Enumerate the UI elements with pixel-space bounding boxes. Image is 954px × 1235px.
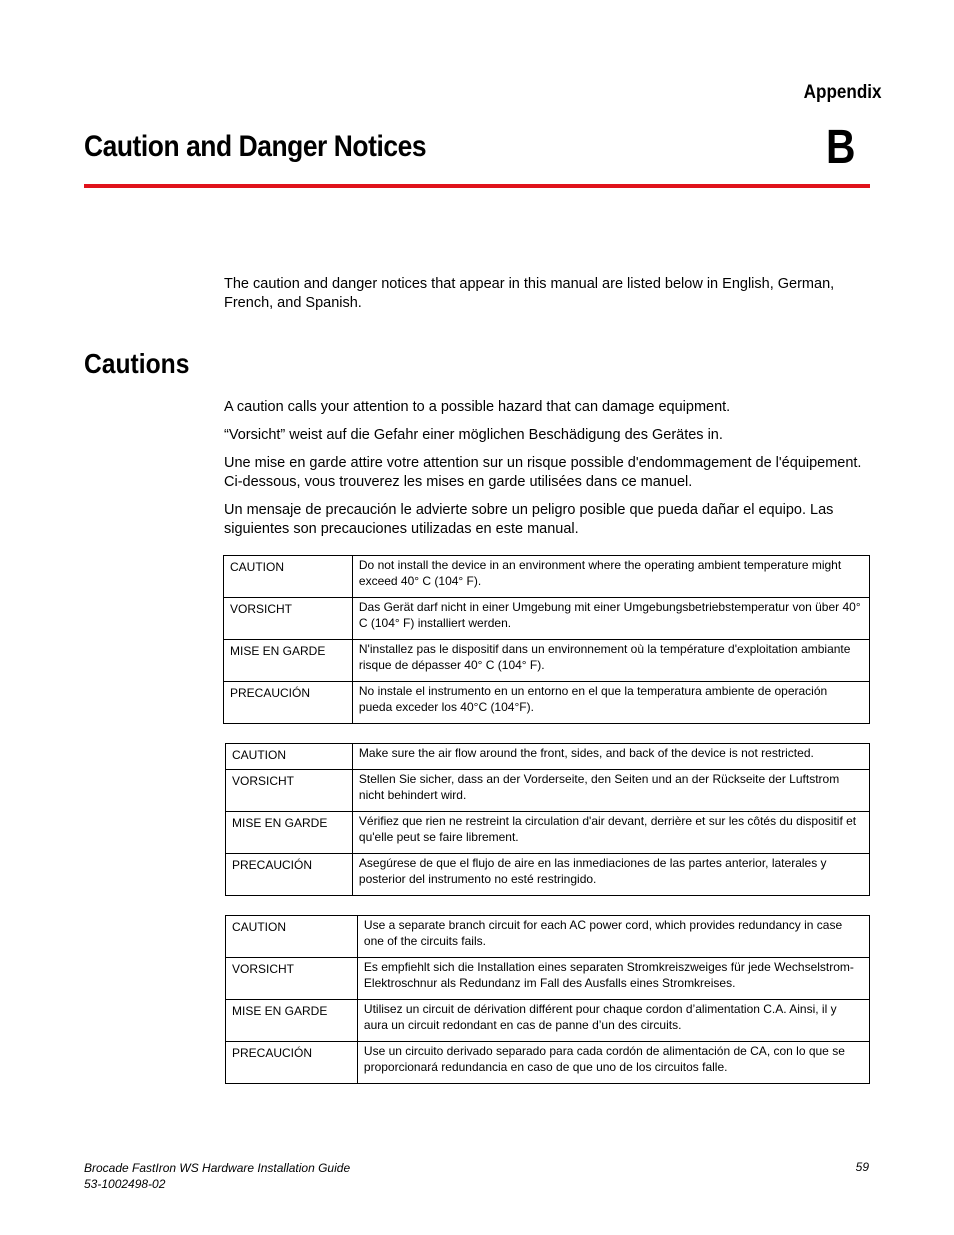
table-row bbox=[226, 770, 870, 812]
footer-doc-title: Brocade FastIron WS Hardware Installation Guide bbox=[84, 1161, 351, 1175]
table-row bbox=[226, 744, 870, 770]
row-text: Do not install the device in an environment where the operating ambient temperature might exceed 40° C (104° F). bbox=[352, 556, 869, 598]
row-text: Stellen Sie sicher, dass an der Vorderseite, den Seiten und an der Rückseite der Luftstrom nicht behindert wird. bbox=[352, 770, 869, 812]
row-text: Use a separate branch circuit for each AC power cord, which provides redundancy in case one of the circuits fails. bbox=[357, 916, 869, 958]
row-label: VORSICHT bbox=[226, 770, 353, 812]
row-label: PRECAUCIÓN bbox=[226, 854, 353, 896]
row-label: MISE EN GARDE bbox=[224, 640, 353, 682]
table-row bbox=[224, 682, 870, 724]
row-label: PRECAUCIÓN bbox=[224, 682, 353, 724]
table-row bbox=[226, 1000, 870, 1042]
row-text: Use un circuito derivado separado para cada cordón de alimentación de CA, con lo que se proporcionará redundancia en caso de que uno de los circuitos falle. bbox=[357, 1042, 869, 1084]
footer-page-number: 59 bbox=[855, 1160, 869, 1174]
caution-definition-german: “Vorsicht” weist auf die Gefahr einer möglichen Beschädigung des Gerätes in. bbox=[224, 427, 723, 443]
row-text: Make sure the air flow around the front, sides, and back of the device is not restricted. bbox=[352, 744, 869, 770]
row-text: Utilisez un circuit de dérivation différent pour chaque cordon d’alimentation C.A. Ainsi, il y aura un circuit redondant en cas de panne d’un des circuits. bbox=[357, 1000, 869, 1042]
row-text: Es empfiehlt sich die Installation eines separaten Stromkreiszweiges für jede Wechselstrom-Elektroschnur als Redundanz im Fall des Ausfalls eines Stromkreises. bbox=[357, 958, 869, 1000]
row-label: VORSICHT bbox=[224, 598, 353, 640]
table-row bbox=[226, 958, 870, 1000]
table-row bbox=[224, 598, 870, 640]
section-title-cautions: Cautions bbox=[84, 348, 190, 379]
appendix-label: Appendix bbox=[804, 82, 882, 103]
row-label: PRECAUCIÓN bbox=[226, 1042, 358, 1084]
caution-table-airflow bbox=[225, 743, 870, 896]
row-text: Vérifiez que rien ne restreint la circulation d'air devant, derrière et sur les côtés du dispositif et qu'elle peut se faire librement. bbox=[352, 812, 869, 854]
title-rule bbox=[84, 184, 870, 188]
table-row bbox=[224, 556, 870, 598]
row-label: CAUTION bbox=[224, 556, 353, 598]
row-label: CAUTION bbox=[226, 744, 353, 770]
caution-table-temperature bbox=[223, 555, 870, 724]
row-text: Asegúrese de que el flujo de aire en las inmediaciones de las partes anterior, laterales y posterior del instrumento no esté restringido. bbox=[352, 854, 869, 896]
table-row bbox=[226, 916, 870, 958]
caution-table-power-circuit bbox=[225, 915, 870, 1084]
row-label: MISE EN GARDE bbox=[226, 1000, 358, 1042]
caution-definition-english: A caution calls your attention to a possible hazard that can damage equipment. bbox=[224, 399, 731, 415]
chapter-title: Caution and Danger Notices bbox=[84, 130, 427, 163]
row-text: Das Gerät darf nicht in einer Umgebung mit einer Umgebungsbetriebstemperatur von über 40° C (104° F) installiert werden. bbox=[352, 598, 869, 640]
row-text: No instale el instrumento en un entorno en el que la temperatura ambiente de operación pueda exceder los 40°C (104°F). bbox=[352, 682, 869, 724]
caution-definition-spanish: Un mensaje de precaución le advierte sobre un peligro posible que pueda dañar el equipo. Las siguientes son precauciones utilizadas en este manual. bbox=[224, 502, 834, 537]
row-label: MISE EN GARDE bbox=[226, 812, 353, 854]
table-row bbox=[226, 812, 870, 854]
table-row bbox=[226, 1042, 870, 1084]
row-label: VORSICHT bbox=[226, 958, 358, 1000]
footer-doc-number: 53-1002498-02 bbox=[84, 1177, 166, 1191]
table-row bbox=[226, 854, 870, 896]
chapter-letter: B bbox=[826, 121, 856, 174]
footer-document-info bbox=[84, 1160, 350, 1192]
intro-paragraph: The caution and danger notices that appear in this manual are listed below in English, German, French, and Spanish. bbox=[224, 276, 835, 311]
row-label: CAUTION bbox=[226, 916, 358, 958]
caution-definition-french: Une mise en garde attire votre attention sur un risque possible d'endommagement de l'équipement. Ci-dessous, vous trouverez les mises en garde utilisées dans ce manuel. bbox=[224, 455, 862, 490]
row-text: N'installez pas le dispositif dans un environnement où la température d'exploitation ambiante risque de dépasser 40° C (104° F). bbox=[352, 640, 869, 682]
table-row bbox=[224, 640, 870, 682]
